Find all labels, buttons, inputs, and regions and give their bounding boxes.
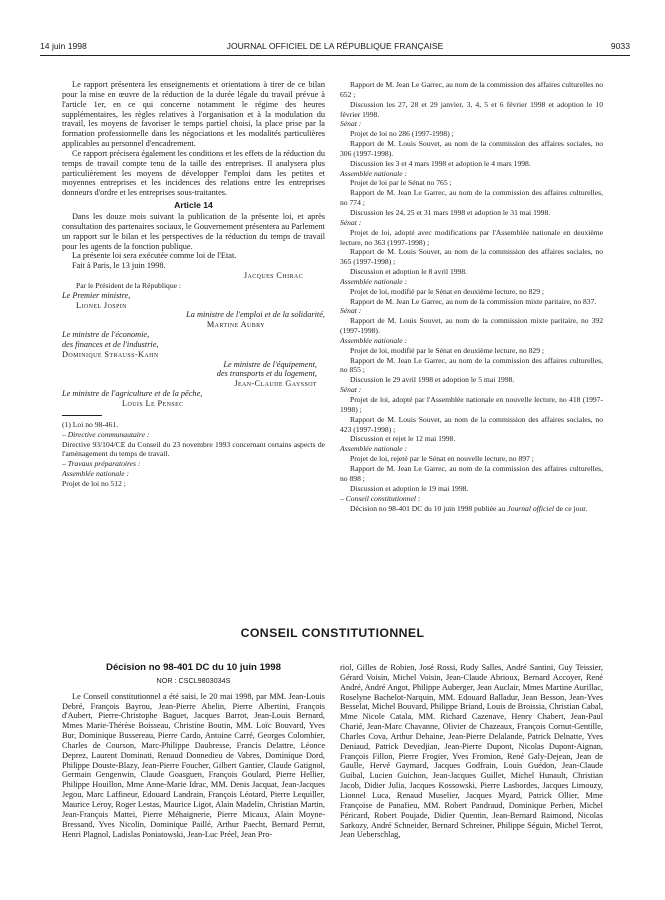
decision-right-column (340, 663, 603, 840)
history-entry: Projet de loi, modifié par le Sénat en deuxième lecture, no 829 ; (350, 286, 545, 296)
emploi-name: Martine Aubry (206, 320, 265, 330)
history-entry: Projet de loi no 286 (1997-1998) ; (350, 129, 454, 139)
history-entry: Rapport de M. Louis Souvet, au nom de la commission des affaires sociales, no 365 (1997-1998) ; (340, 247, 603, 267)
pm-name: Lionel Jospin (76, 300, 127, 310)
history-entry: Projet de loi, modifié par le Sénat en deuxième lecture, no 829 ; (350, 345, 545, 355)
history-entry: Discussion et rejet le 12 mai 1998. (350, 434, 456, 444)
history-entry: Projet de loi par le Sénat no 765 ; (350, 178, 452, 188)
footnote-ref: (1) Loi no 98-461. (62, 419, 119, 429)
history-entry: Discussion les 27, 28 et 29 janvier, 3, 4, 5 et 6 février 1998 et adoption le 10 février 1998. (340, 99, 603, 119)
footnote-travaux-label: – Travaux préparatoires : (62, 459, 141, 469)
president-name: Jacques Chirac (243, 271, 303, 281)
eco-title-1: Le ministre de l'économie, (62, 330, 150, 340)
left-column (62, 80, 325, 489)
chamber-label: Assemblée nationale : (340, 168, 408, 178)
page-number: 9033 (610, 41, 630, 51)
decision-title: Décision no 98-401 DC du 10 juin 1998 (106, 662, 281, 673)
history-entry: Projet de loi, adopté par l'Assemblée nationale en nouvelle lecture, no 418 (1997-1998) ; (340, 395, 603, 414)
chamber-label: Sénat : (340, 385, 362, 395)
history-entry: Rapport de M. Jean Le Garrec, au nom de la commission des affaires culturelles, no 898 ; (340, 463, 603, 483)
conseil-text-1: Décision no 98-401 DC du 10 juin 1998 publiée au (350, 504, 508, 514)
chamber-label: Sénat : (340, 119, 362, 129)
equip-title-1: Le ministre de l'équipement, (223, 359, 317, 369)
footnote-directive-label: – Directive communautaire : (62, 429, 150, 439)
legislative-history (340, 80, 603, 493)
article-title: Article 14 (174, 200, 213, 211)
history-entry: Discussion le 29 avril 1998 et adoption le 5 mai 1998. (350, 375, 515, 385)
history-entry: Rapport de M. Louis Souvet, au nom de la commission des affaires sociales, no 423 (1997-1998) ; (340, 414, 603, 434)
emploi-title: La ministre de l'emploi et de la solidarité, (186, 310, 325, 320)
chamber-label: Assemblée nationale : (340, 335, 408, 345)
paragraph: Le rapport présentera les enseignements et orientations à tirer de ce bilan pour la mise en œuvre de la réduction de la durée légale du travail prévue à l'article 1er, en ce qui concerne notamment le régime des heures supplémentaires, les règles relatives à l'organisation et à la modulation du travail, les moyens de favoriser le temps partiel choisi, la place prise par la formation professionnelle dans les négociations et les modalités particulières applicables au personnel d'encadrement. (62, 80, 325, 149)
history-entry: Discussion et adoption le 19 mai 1998. (350, 483, 469, 493)
equip-name: Jean-Claude Gayssot (234, 379, 317, 389)
pm-title: Le Premier ministre, (62, 290, 131, 300)
history-entry: Discussion les 24, 25 et 31 mars 1998 et adoption le 31 mai 1998. (350, 207, 551, 217)
article-text: Dans les douze mois suivant la publication de la présente loi, et après consultation des partenaires sociaux, le Gouvernement présentera au Parlement un rapport sur le bilan et les perspectives de la réduction du temps de travail pour les agents de la fonction publique. (62, 211, 325, 251)
history-entry: Rapport de M. Louis Souvet, au nom de la commission des affaires sociales, no 306 (1997-1998). (340, 139, 603, 158)
history-entry: Discussion les 3 et 4 mars 1998 et adoption le 4 mars 1998. (350, 158, 531, 168)
conseil-label: – Conseil constitutionnel : (340, 494, 421, 504)
footnote-directive-text: Directive 93/104/CE du Conseil du 23 novembre 1993 concernant certains aspects de l'aménagement du temps de travail. (62, 439, 325, 459)
chamber-label: Assemblée nationale : (340, 444, 408, 454)
conseil-text (340, 504, 603, 514)
by-president: Par le Président de la République : (76, 280, 182, 290)
chamber-label: Assemblée nationale : (340, 276, 408, 286)
header-rule (40, 55, 630, 56)
decision-left-column (62, 662, 325, 839)
chamber-label: Sénat : (340, 217, 362, 227)
execution-clause: La présente loi sera exécutée comme loi de l'Etat. (72, 251, 237, 261)
eco-title-2: des finances et de l'industrie, (62, 339, 159, 349)
equip-title-2: des transports et du logement, (216, 369, 317, 379)
eco-name: Dominique Strauss-Kahn (62, 349, 159, 359)
conseil-text-2: de ce jour. (553, 504, 588, 514)
journal-title: JOURNAL OFFICIEL DE LA RÉPUBLIQUE FRANÇAISE (226, 41, 444, 51)
decision-text-left: Le Conseil constitutionnel a été saisi, le 20 mai 1998, par MM. Jean-Louis Debré, François Bayrou, Jean-Pierre Abelin, Pierre Albertini, François d'Aubert, Pierre-Christophe Baguet, Jacques Barrot, Jean-Louis Bernard, Mmes Marie-Thérèse Boisseau, Christine Boutin, MM. Loïc Bouvard, Yves Bur, Dominique Bussereau, Pierre Cardo, Antoine Carré, Georges Colombier, Charles de Courson, Marc-Philippe Daubresse, Francis Delattre, Léonce Deprez, Laurent Dominati, Renaud Donnedieu de Vabres, Dominique Dord, Philippe Douste-Blazy, Jean-Pierre Foucher, Gilbert Gantier, Claude Gatignol, Germain Gengenwin, Claude Goasguen, François Goulard, Pierre Hellier, Philippe Houillon, Mme Anne-Marie Idrac, MM. Denis Jacquat, Jean-Jacques Jegou, Marc Laffineur, Edouard Landrain, François Léotard, Pierre Lequiller, Maurice Leroy, Roger Lestas, Maurice Ligot, Alain Madelin, Christian Martin, Jean-François Mattei, Pierre Méhaignerie, Pierre Micaux, Alain Moyne-Bressand, Yves Nicolin, Dominique Paillé, Arthur Paecht, Bernard Perrut, Henri Plagnol, Ladislas Poniatowski, Jean-Luc Préel, Jean Pro- (62, 691, 325, 839)
place-date: Fait à Paris, le 13 juin 1998. (72, 261, 166, 271)
history-entry: Rapport de M. Louis Souvet, au nom de la commission mixte paritaire, no 392 (1997-1998). (340, 316, 603, 336)
footnote-rule (62, 415, 102, 416)
history-entry: Rapport de M. Jean Le Garrec, au nom de la commission des affaires culturelles no 652 ; (340, 80, 603, 99)
history-entry: Projet de loi, adopté avec modifications par l'Assemblée nationale en deuxième lecture, no 363 (1997-1998) ; (340, 227, 603, 247)
footnote-assemblee-label: Assemblée nationale : (62, 469, 130, 479)
history-entry: Rapport de M. Jean Le Garrec, au nom de la commission des affaires culturelles, no 774 ; (340, 188, 603, 208)
decision-nor: NOR : CSCL9803034S (156, 675, 231, 685)
chamber-label: Sénat : (340, 306, 362, 316)
history-entry: Projet de loi, rejeté par le Sénat en nouvelle lecture, no 897 ; (350, 454, 534, 464)
decision-text-right: riol, Gilles de Robien, José Rossi, Rudy Salles, André Santini, Guy Teissier, Gérard Voisin, Michel Voisin, Jean-Claude Abrioux, Bernard Accoyer, René André, André Angot, Philippe Auberger, Jean Auclair, Mmes Martine Aurillac, Roselyne Bachelot-Narquin, MM. Edouard Balladur, Jean Besson, Jean-Yves Besselat, Michel Bouvard, Philippe Briand, Louis de Broissia, Christian Cabal, Mme Nicole Catala, MM. Richard Cazenave, Henry Chabert, Jean-Paul Charié, Jean-Marc Chavanne, Olivier de Chazeaux, François Cornut-Gentille, Charles Cova, Arthur Dehaine, Jean-Pierre Delalande, Patrick Delnatte, Yves Deniaud, Patrick Devedjian, Jean-Pierre Dupont, Nicolas Dupont-Aignan, François Fillon, Pierre Frogier, Yves Fromion, René Galy-Dejean, Jean de Gaulle, Hervé Gaymard, Jacques Godfrain, Louis Guédon, Jean-Claude Guibal, Lucien Guichon, Jean-Jacques Guillet, Michel Hunault, Christian Jacob, Didier Julia, Jacques Kossowski, Pierre Lasbordes, Jacques Limouzy, Lionnel Luca, Renaud Muselier, Jacques Myard, Patrick Ollier, Mme Françoise de Panafieu, MM. Robert Pandraud, Dominique Perben, Michel Péricard, Robert Poujade, Didier Quentin, Jean-Bernard Raimond, Nicolas Sarkozy, André Schneider, Bernard Schreiner, Philippe Séguin, Michel Terrot, Jean Ueberschlag, (340, 663, 603, 840)
agri-title: Le ministre de l'agriculture et de la pêche, (62, 389, 203, 399)
footnote-projet: Projet de loi no 512 ; (62, 478, 126, 488)
history-entry: Rapport de M. Jean Le Garrec, au nom de la commission mixte paritaire, no 837. (350, 296, 597, 306)
paragraph: Ce rapport précisera également les conditions et les effets de la réduction du temps de travail compte tenu de la taille des entreprises. Il analysera plus particulièrement les moyens de développer l'emploi dans les petites et moyennes entreprises et les incidences des relations entre les entreprises donneurs d'ordre et les entreprises sous-traitantes. (62, 148, 325, 198)
history-entry: Rapport de M. Jean Le Garrec, au nom de la commission des affaires culturelles, no 855 ; (340, 355, 603, 375)
header-date: 14 juin 1998 (40, 41, 87, 51)
history-entry: Discussion et adoption le 8 avril 1998. (350, 267, 468, 277)
section-title: CONSEIL CONSTITUTIONNEL (240, 626, 425, 640)
agri-name: Louis Le Pensec (122, 399, 184, 408)
right-column (340, 80, 603, 514)
conseil-text-journal: Journal officiel (507, 504, 554, 514)
